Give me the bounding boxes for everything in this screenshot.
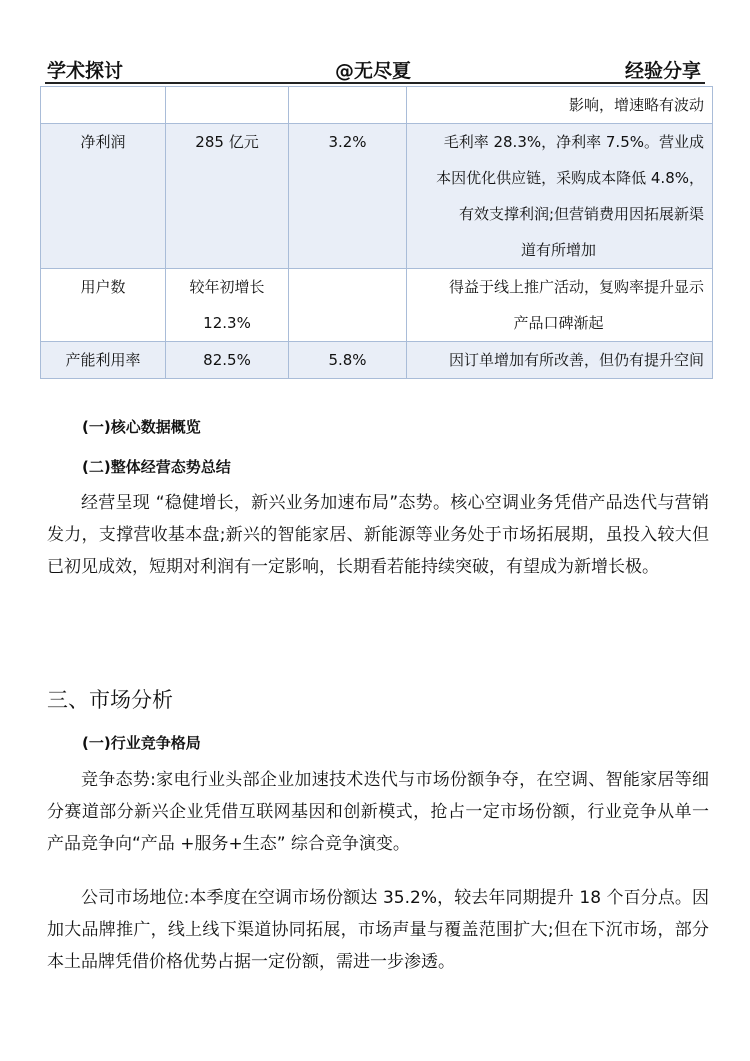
- desc-line: 因订单增加有所改善，但仍有提升空间: [448, 351, 704, 369]
- metric-change: 3.2%: [289, 124, 407, 269]
- paragraph-competition: 竞争态势:家电行业头部企业加速技术迭代与市场份额争夺，在空调、智能家居等细分赛道部分新兴企业凭借互联网基因和创新模式，抢占一定市场份额，行业竞争从单一产品竞争向“产品 +服务+生态” 综合竞争演变。: [47, 770, 709, 854]
- desc-line: 毛利率 28.3%，净利率 7.5%。营业成: [443, 133, 704, 151]
- header-left: 学术探讨: [47, 60, 124, 82]
- metric-desc: [407, 269, 713, 342]
- section-title: 三、市场分析: [47, 688, 173, 712]
- desc-line: 产品口碑渐起: [513, 314, 604, 332]
- metric-desc: [407, 342, 713, 379]
- subheading-summary: (二)整体经营态势总结: [82, 458, 231, 476]
- table-row: [41, 124, 713, 269]
- metric-name: 净利润: [41, 124, 166, 269]
- metric-desc: [407, 87, 713, 124]
- table-row: [41, 269, 713, 342]
- header-middle: @无尽夏: [335, 60, 412, 82]
- subheading-competition: (一)行业竞争格局: [82, 734, 201, 752]
- paragraph-summary: 经营呈现 “稳健增长，新兴业务加速布局”态势。核心空调业务凭借产品迭代与营销发力，支撑营收基本盘;新兴的智能家居、新能源等业务处于市场拓展期，虽投入较大但已初见成效，短期对利润有一定影响，长期看若能持续突破，有望成为新增长极。: [47, 493, 709, 577]
- metric-value: [166, 269, 289, 342]
- desc-line: 有效支撑利润;但营销费用因拓展新渠: [458, 205, 704, 223]
- desc-line: 得益于线上推广活动，复购率提升显示: [448, 278, 704, 296]
- page-header: [45, 52, 705, 84]
- desc-line: 本因优化供应链，采购成本降低 4.8%，: [436, 169, 704, 187]
- metric-desc: [407, 124, 713, 269]
- metric-name: 用户数: [41, 269, 166, 342]
- metric-name: [41, 87, 166, 124]
- desc-line: 影响，增速略有波动: [568, 96, 704, 114]
- table-row: [41, 87, 713, 124]
- metric-name: 产能利用率: [41, 342, 166, 379]
- table-row: [41, 342, 713, 379]
- data-table: [40, 86, 713, 379]
- metric-value: 285 亿元: [166, 124, 289, 269]
- value-line: 12.3%: [203, 314, 251, 332]
- subheading-core-data: (一)核心数据概览: [82, 418, 201, 436]
- metric-change: [289, 269, 407, 342]
- metric-change: [289, 87, 407, 124]
- desc-line: 道有所增加: [520, 241, 596, 259]
- header-right: 经验分享: [624, 60, 701, 82]
- metric-change: 5.8%: [289, 342, 407, 379]
- metric-value: [166, 87, 289, 124]
- value-line: 较年初增长: [189, 278, 265, 296]
- metric-value: 82.5%: [166, 342, 289, 379]
- paragraph-market-position: 公司市场地位:本季度在空调市场份额达 35.2%，较去年同期提升 18 个百分点。因加大品牌推广，线上线下渠道协同拓展，市场声量与覆盖范围扩大;但在下沉市场，部分本土品牌凭借价格优势占据一定份额，需进一步渗透。: [47, 888, 709, 972]
